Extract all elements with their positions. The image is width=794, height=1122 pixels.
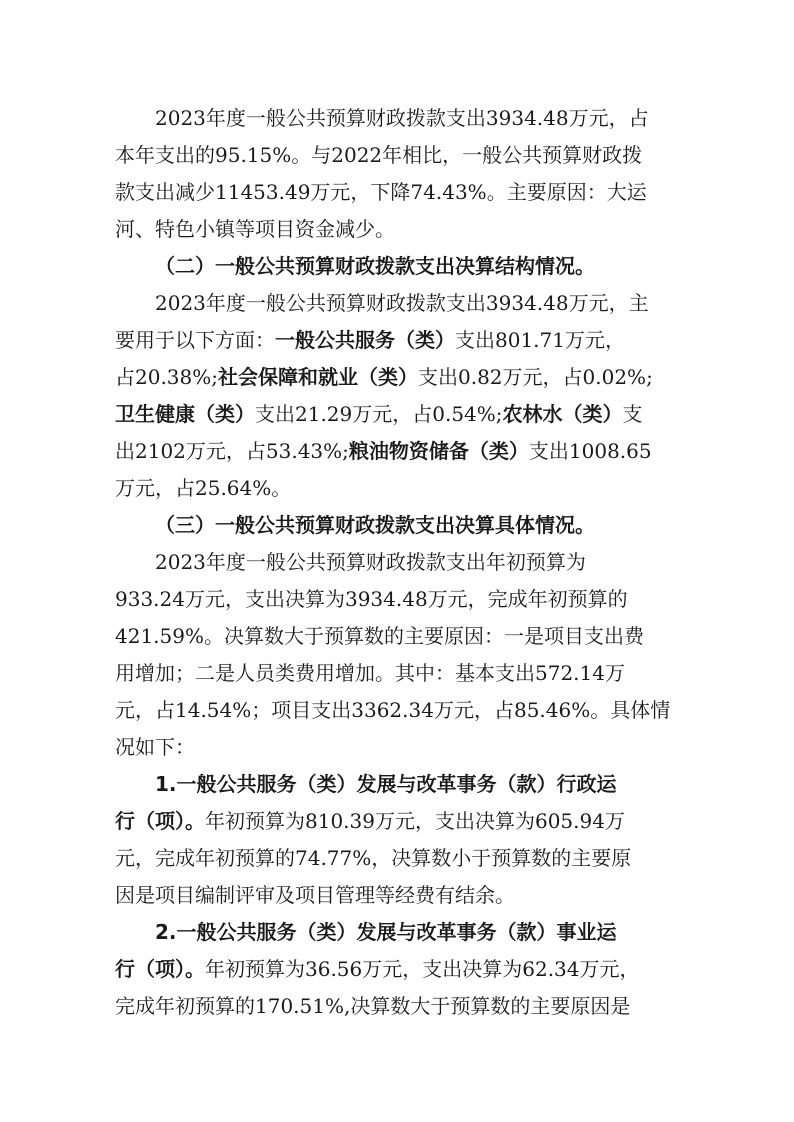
text-run: 要用于以下方面： <box>115 328 275 352</box>
paragraph-line: 万元，占25.64%。 <box>115 476 292 500</box>
paragraph-line <box>115 400 685 428</box>
item-heading-tail: 行（项）。 <box>115 957 205 981</box>
text-run: 支出801.71万元， <box>455 328 625 352</box>
category-bold: 农林水（类） <box>502 402 623 426</box>
item-heading: 2.一般公共服务（类）发展与改革事务（款）事业运 <box>155 920 617 944</box>
paragraph-line <box>115 955 685 983</box>
paragraph-line: 2023年度一般公共预算财政拨款支出年初预算为 <box>155 550 586 574</box>
paragraph-line: 因是项目编制评审及项目管理等经费有结余。 <box>115 883 515 907</box>
section-heading: （二）一般公共预算财政拨款支出决算结构情况。 <box>155 254 595 278</box>
paragraph-line: 933.24万元，支出决算为3934.48万元，完成年初预算的 <box>115 587 628 611</box>
paragraph-line <box>115 807 685 835</box>
item-heading: 1.一般公共服务（类）发展与改革事务（款）行政运 <box>155 772 617 796</box>
text-run: 支出0.82万元，占0.02%; <box>418 365 653 389</box>
paragraph-line: 用增加；二是人员类费用增加。其中：基本支出572.14万 <box>115 661 625 685</box>
paragraph-line: 元，完成年初预算的74.77%，决算数小于预算数的主要原 <box>115 846 632 870</box>
text-run: 支 <box>622 402 643 426</box>
paragraph-line: 款支出减少11453.49万元，下降74.43%。主要原因：大运 <box>115 180 647 204</box>
paragraph-line: 况如下： <box>115 735 195 759</box>
item-heading-tail: 行（项）。 <box>115 809 205 833</box>
text-run: 出2102万元，占53.43%; <box>115 439 349 463</box>
category-bold: 一般公共服务（类） <box>275 328 455 352</box>
paragraph-line: 421.59%。决算数大于预算数的主要原因：一是项目支出费 <box>115 624 644 648</box>
paragraph-line: 河、特色小镇等项目资金减少。 <box>115 217 395 241</box>
text-run: 占20.38%; <box>115 365 218 389</box>
text-run: 支出1008.65 <box>528 439 652 463</box>
paragraph-line: 2023年度一般公共预算财政拨款支出3934.48万元，主 <box>155 291 649 315</box>
paragraph-line: 完成年初预算的170.51%,决算数大于预算数的主要原因是 <box>115 994 631 1018</box>
paragraph-line <box>115 326 685 354</box>
text-run: 年初预算为36.56万元，支出决算为62.34万元， <box>205 957 640 981</box>
text-run: 支出21.29万元，占0.54%; <box>255 402 503 426</box>
category-bold: 粮油物资储备（类） <box>348 439 529 463</box>
paragraph-line <box>115 437 685 465</box>
paragraph-line <box>115 363 685 391</box>
paragraph-line: 本年支出的95.15%。与2022年相比，一般公共预算财政拨 <box>115 143 643 167</box>
category-bold: 卫生健康（类） <box>115 402 255 426</box>
text-run: 年初预算为810.39万元，支出决算为605.94万 <box>205 809 625 833</box>
category-bold: 社会保障和就业（类） <box>218 365 418 389</box>
paragraph-line: 2023年度一般公共预算财政拨款支出3934.48万元，占 <box>155 106 649 130</box>
paragraph-line: 元，占14.54%；项目支出3362.34万元，占85.46%。具体情 <box>115 698 671 722</box>
section-heading: （三）一般公共预算财政拨款支出决算具体情况。 <box>155 513 595 537</box>
